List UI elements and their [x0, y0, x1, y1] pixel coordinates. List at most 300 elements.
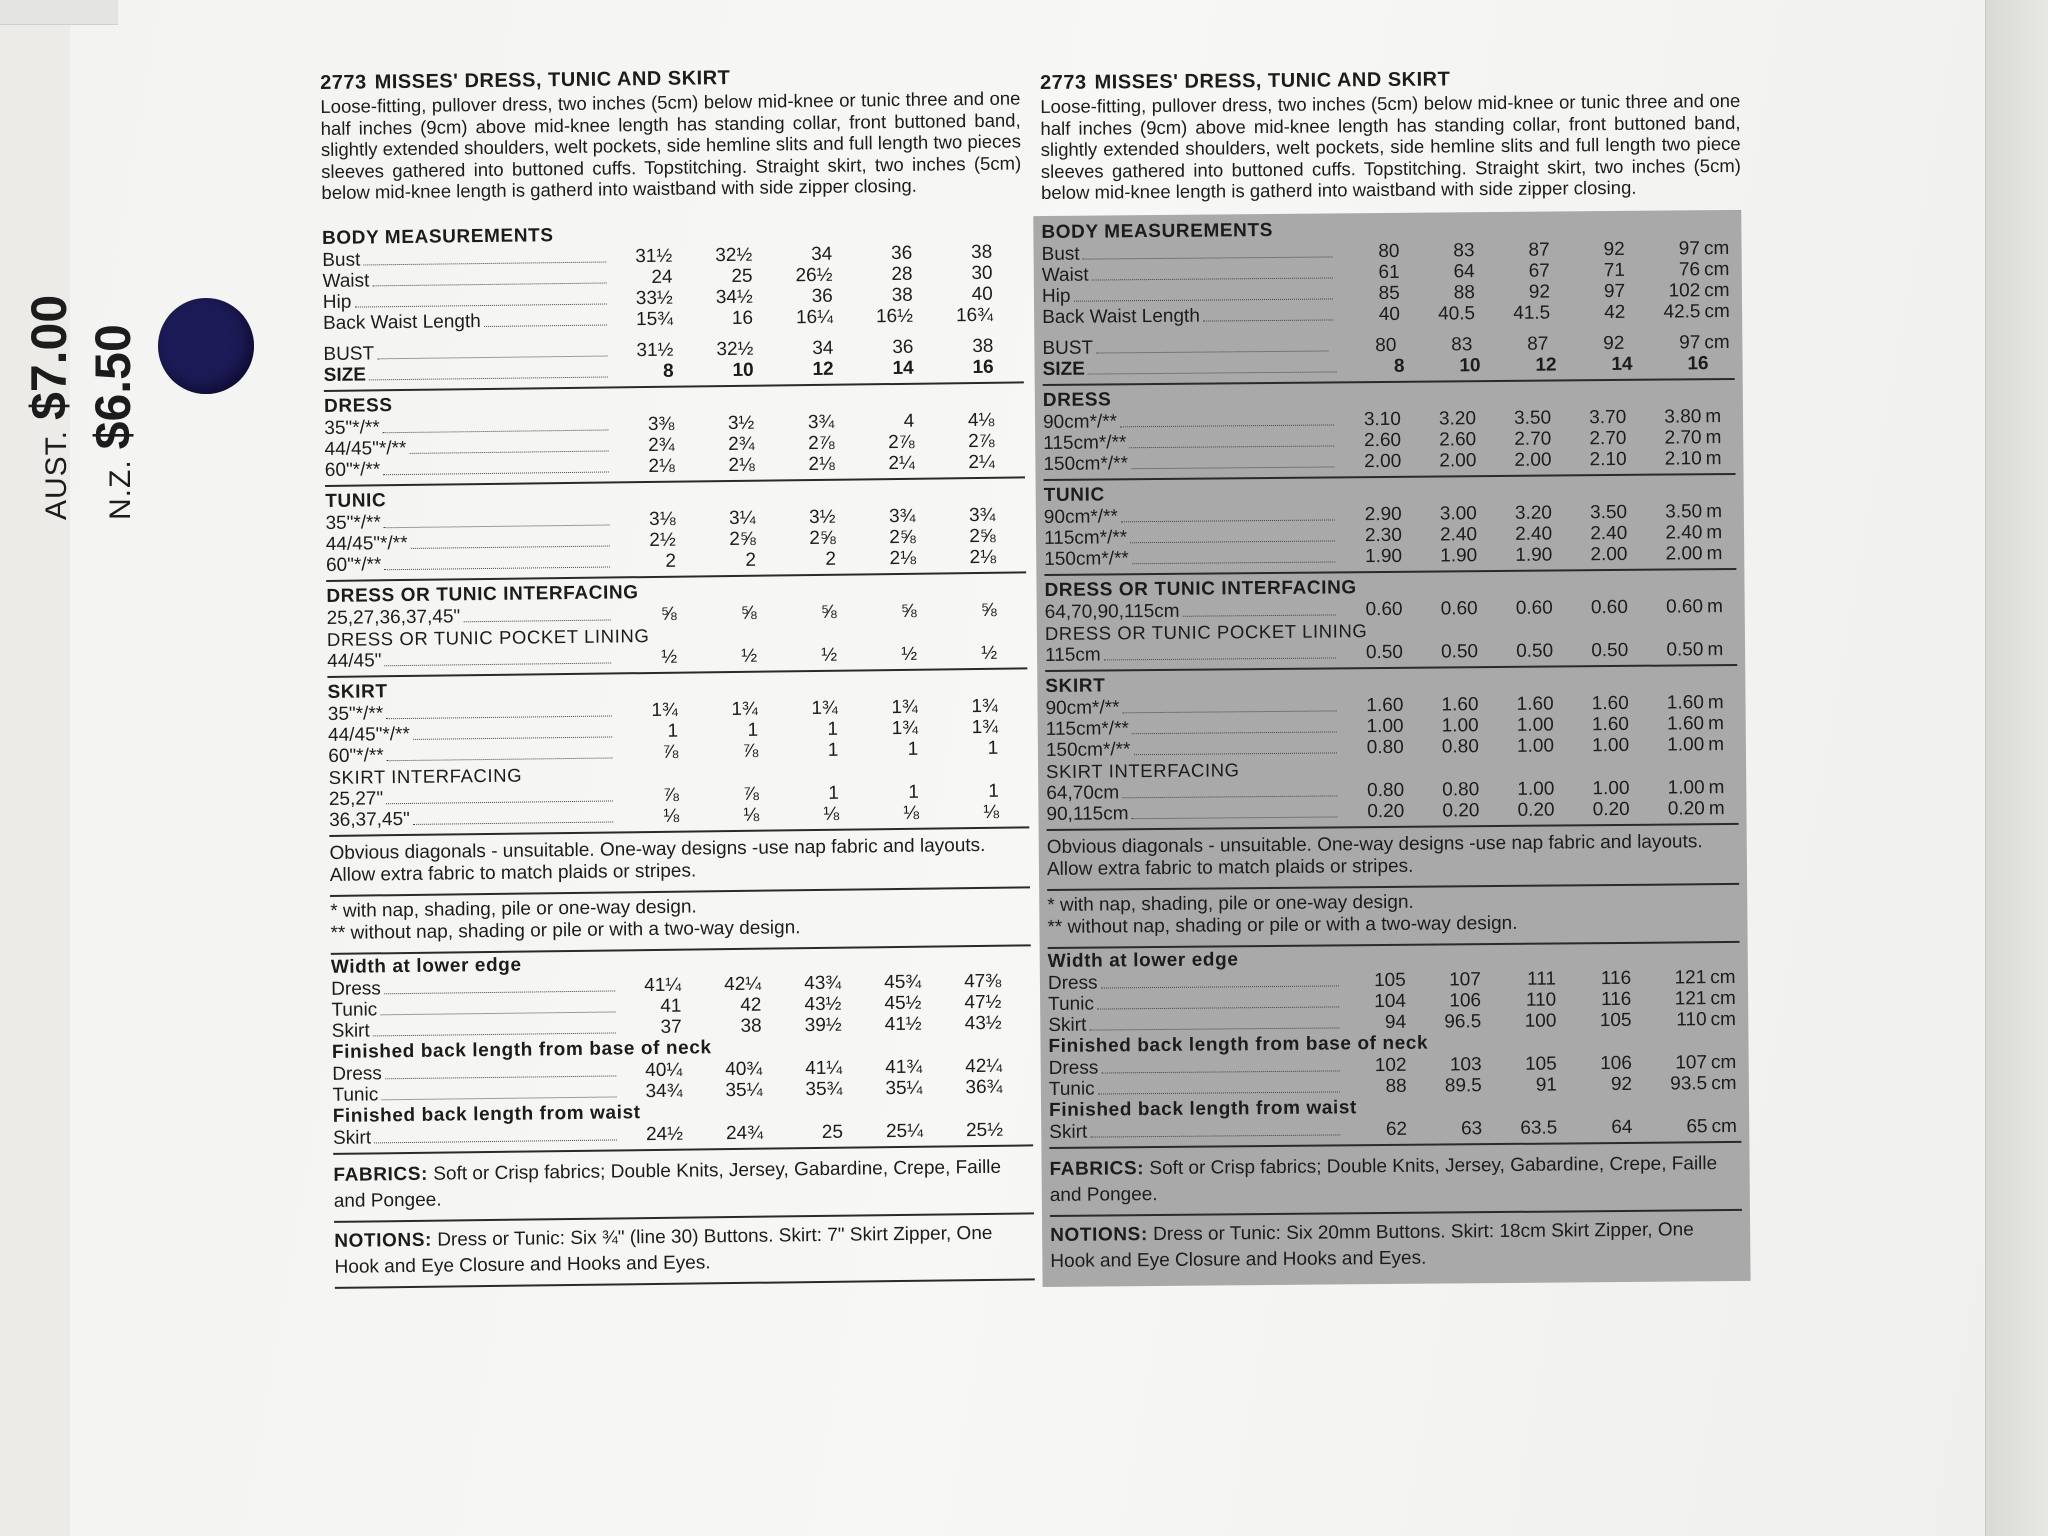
cell-value: 2⅛ — [969, 546, 997, 568]
cell-value: ⅛ — [743, 804, 760, 826]
cell-value: 1¾ — [651, 699, 678, 721]
paper-edge — [1985, 0, 2048, 1536]
cell-value: 3.50 — [1589, 501, 1628, 523]
cell-value: 2.00 — [1590, 543, 1628, 565]
interfacing-section — [1044, 571, 1737, 671]
price-amount: $6.50 — [85, 324, 141, 450]
cell-value: 45¾ — [884, 971, 922, 993]
cell-value: 2.00 — [1665, 542, 1703, 565]
cell-value: 2 — [665, 550, 677, 572]
cell-value: ⅛ — [663, 805, 680, 827]
cell-value: 83 — [1453, 239, 1475, 261]
row-label: 44/45" — [327, 649, 382, 672]
cell-value: 2.00 — [1439, 449, 1477, 472]
cell-value: 14 — [892, 357, 914, 379]
cell-unit: m — [1706, 521, 1723, 543]
cell-value: 63.5 — [1520, 1117, 1558, 1139]
cell-value: 41 — [660, 995, 682, 1017]
cell-value: 63 — [1460, 1117, 1483, 1139]
row-label: Tunic — [331, 998, 378, 1021]
pattern-number: 2773 — [1040, 71, 1087, 94]
cell-value: 62 — [1385, 1118, 1408, 1140]
cell-value: 2 — [825, 548, 837, 570]
cell-value: ½ — [741, 645, 758, 667]
row-label: Skirt — [1048, 1014, 1087, 1036]
cell-value: 1.60 — [1591, 713, 1630, 735]
yardage-rows — [1046, 776, 1738, 824]
cell-value: 0.20 — [1367, 800, 1405, 822]
row-label: Bust — [322, 249, 361, 271]
cell-value: 1 — [907, 738, 919, 760]
section-heading: DRESS OR TUNIC INTERFACING — [326, 581, 639, 607]
yardage-rows — [1044, 500, 1737, 569]
cell-unit: m — [1705, 447, 1722, 469]
cell-value: 111 — [1527, 968, 1557, 990]
cell-value: 0.60 — [1440, 597, 1478, 620]
cell-value: 33½ — [635, 287, 673, 309]
measurement-rows — [1048, 966, 1741, 1035]
cell-unit: m — [1706, 595, 1723, 617]
cell-value: 3½ — [808, 506, 836, 528]
cell-value: 1.90 — [1440, 544, 1478, 567]
cell-value: ½ — [901, 643, 918, 665]
cell-value: 1¾ — [971, 716, 999, 738]
row-label: 90cm*/** — [1045, 696, 1120, 719]
cell-value: 2⅛ — [889, 547, 917, 569]
fabrics-label: FABRICS: — [333, 1163, 429, 1186]
row-label: Dress — [331, 977, 381, 1000]
cell-value: 87 — [1527, 333, 1549, 355]
yardage-rows — [324, 409, 1025, 481]
cell-value: 16¾ — [955, 304, 994, 326]
cell-value: 1.60 — [1666, 712, 1705, 735]
nap-note: ** without nap, shading or pile or with a two-way design. — [1047, 912, 1518, 938]
cell-value: 80 — [1375, 334, 1397, 356]
cell-value: 16 — [1687, 352, 1709, 374]
cell-value: 0.20 — [1592, 798, 1630, 820]
cell-value: 4⅛ — [967, 409, 995, 431]
cell-value: 1.60 — [1591, 692, 1629, 714]
cell-value: 16 — [972, 356, 994, 378]
cell-value: 1.60 — [1666, 691, 1704, 714]
cell-value: 92 — [1603, 332, 1625, 354]
notions-paragraph — [1050, 1210, 1743, 1280]
yardage-rows — [1045, 691, 1738, 760]
cell-value: 41.5 — [1513, 302, 1551, 324]
cell-value: 76 — [1678, 258, 1701, 280]
row-label: Back Waist Length — [1042, 305, 1200, 328]
nap-note: * with nap, shading, pile or one-way design. — [330, 895, 697, 922]
tunic-yardage-section — [325, 480, 1026, 582]
row-label: 25,27" — [328, 787, 384, 810]
cell-value: 25½ — [965, 1119, 1004, 1141]
row-label: 35"*/** — [327, 702, 384, 725]
cell-value: 38 — [891, 284, 913, 306]
cell-value: 88 — [1385, 1075, 1407, 1097]
cell-value: 1.60 — [1366, 694, 1404, 716]
row-label: 90cm*/** — [1043, 505, 1118, 528]
price-block — [20, 294, 260, 520]
interfacing-section — [326, 575, 1027, 678]
finished-measurements-section — [331, 946, 1033, 1155]
cell-value: 16¼ — [795, 306, 834, 328]
cell-value: 2⅛ — [808, 453, 835, 475]
row-label: 44/45"*/** — [327, 723, 410, 746]
cell-value: 2⅞ — [968, 430, 995, 452]
cell-unit: cm — [1703, 237, 1730, 259]
cell-value: 1 — [987, 737, 999, 759]
cell-value: 42 — [1604, 301, 1626, 323]
row-label: Dress — [1048, 1057, 1099, 1079]
cell-value: 40 — [1378, 303, 1401, 325]
cell-value: 4 — [903, 410, 915, 432]
cell-value: 1.00 — [1516, 735, 1555, 757]
section-heading: Finished back length from base of neck — [1048, 1032, 1429, 1057]
cell-value: 110 — [1676, 1008, 1707, 1030]
row-label: 60"*/** — [325, 553, 382, 576]
cell-value: 39½ — [804, 1014, 842, 1036]
cell-value: 106 — [1449, 989, 1482, 1011]
cell-value: 91 — [1535, 1074, 1558, 1096]
section-subheading: SKIRT INTERFACING — [1046, 758, 1240, 782]
row-label: 150cm*/** — [1043, 452, 1129, 475]
cell-value: 0.80 — [1441, 735, 1479, 758]
cell-value: 26½ — [795, 264, 833, 286]
cell-unit: m — [1706, 500, 1723, 522]
section-heading: BODY MEASUREMENTS — [1041, 219, 1274, 243]
cell-value: 107 — [1675, 1051, 1708, 1073]
measurement-rows — [1049, 1051, 1741, 1099]
imperial-column — [320, 63, 1035, 1288]
cell-value: 93.5 — [1670, 1072, 1708, 1095]
diagonals-note: Obvious diagonals - unsuitable. One-way designs -use nap fabric and layouts. Allow extra fabric to match plaids or stripes. — [329, 830, 1030, 897]
cell-value: 104 — [1374, 990, 1407, 1012]
cell-value: 0.60 — [1590, 596, 1628, 618]
cell-value: ⅝ — [820, 601, 837, 623]
cell-value: 3¾ — [888, 505, 916, 527]
cell-value: 1.00 — [1517, 778, 1555, 800]
cell-value: 15¾ — [635, 308, 674, 330]
cell-value: 0.50 — [1666, 638, 1704, 661]
cell-value: 1 — [667, 720, 679, 742]
row-label: 64,70,90,115cm — [1044, 600, 1180, 623]
price-amount: $7.00 — [21, 294, 77, 420]
nap-notes — [330, 888, 1031, 955]
fabrics-text: Soft or Crisp fabrics; Double Knits, Jersey, Gabardine, Crepe, Faille and Pongee. — [333, 1156, 1002, 1212]
section-subheading: SKIRT INTERFACING — [328, 764, 523, 788]
cell-value: 36¾ — [965, 1076, 1003, 1098]
cell-value: 67 — [1528, 260, 1550, 282]
row-label: Tunic — [1048, 1078, 1095, 1100]
row-label: 25,27,36,37,45" — [326, 605, 461, 629]
row-label: 60"*/** — [328, 744, 384, 767]
row-label: 60"*/** — [324, 458, 381, 481]
cell-value: 35¾ — [805, 1078, 843, 1100]
cell-value: 3½ — [727, 412, 755, 434]
cell-value: 105 — [1373, 969, 1406, 991]
row-label: Dress — [1047, 972, 1098, 994]
cell-value: 87 — [1528, 239, 1550, 261]
row-label: 64,70cm — [1046, 781, 1120, 804]
cell-unit: cm — [1710, 1051, 1737, 1073]
cell-value: 42¼ — [965, 1055, 1003, 1077]
cell-value: 64 — [1611, 1116, 1633, 1138]
cell-value: 32½ — [715, 244, 753, 266]
yardage-rows — [328, 695, 1029, 767]
row-label: 90cm*/** — [1042, 410, 1118, 433]
measurement-rows — [331, 970, 1032, 1042]
measurement-rows — [332, 1055, 1032, 1106]
cell-value: ⅞ — [742, 740, 759, 762]
cell-value: 97 — [1679, 331, 1701, 353]
cell-value: 116 — [1600, 988, 1632, 1010]
cell-value: 2.10 — [1589, 448, 1627, 470]
price-australia — [20, 295, 78, 520]
pattern-description: Loose-fitting, pullover dress, two inches (5cm) below mid-knee or tunic three and one half inches (9cm) above mid-knee length has standing collar, front buttoned band, slightly extended shoulders, welt pockets, side hemline slits and full length two pieces sleeves gathered into buttoned cuffs. Topstitching. Straight skirt, two inches (5cm) below mid-knee length is gatherd into waistband with side zipper closing. — [320, 87, 1022, 203]
cell-value: 2.90 — [1364, 503, 1402, 525]
cell-value: 2.40 — [1590, 522, 1628, 544]
cell-value: 25¼ — [885, 1120, 924, 1142]
cell-value: 25 — [731, 265, 753, 287]
cell-unit: cm — [1704, 279, 1730, 301]
cell-value: ⅝ — [980, 599, 997, 621]
cell-value: 2.00 — [1364, 450, 1402, 472]
row-label: Bust — [1041, 243, 1080, 265]
pattern-title — [1040, 66, 1740, 94]
cell-value: 1.00 — [1441, 714, 1479, 737]
cell-value: 10 — [732, 359, 754, 381]
cell-unit: cm — [1711, 1072, 1737, 1094]
cell-value: 92 — [1603, 238, 1625, 260]
section-subheading: DRESS OR TUNIC POCKET LINING — [326, 624, 650, 650]
cell-value: 37 — [660, 1016, 682, 1038]
dress-yardage-section — [1043, 381, 1736, 480]
cell-value: 0.50 — [1365, 641, 1403, 663]
cell-value: ⅝ — [740, 602, 757, 624]
cell-value: 36 — [892, 336, 914, 358]
cell-value: 16½ — [875, 305, 914, 327]
cell-value: 1 — [908, 781, 919, 803]
cell-value: 64 — [1453, 260, 1475, 282]
cell-value: 45½ — [884, 992, 922, 1014]
cell-value: 36 — [811, 285, 833, 307]
cell-unit: cm — [1704, 331, 1730, 353]
nap-notes — [1047, 884, 1739, 948]
row-label: Back Waist Length — [322, 310, 481, 334]
yardage-rows — [329, 780, 1029, 831]
cell-value: 0.80 — [1366, 736, 1404, 758]
measurement-rows — [1041, 237, 1734, 327]
cell-value: 89.5 — [1444, 1074, 1482, 1097]
cell-value: 2½ — [649, 529, 676, 551]
cell-value: 43¾ — [804, 972, 842, 994]
cell-value: 1.00 — [1366, 715, 1404, 737]
cell-value: 24¾ — [725, 1122, 764, 1144]
cell-value: 3⅜ — [647, 413, 675, 435]
cell-value: 2.60 — [1439, 428, 1477, 451]
row-label: Skirt — [332, 1126, 372, 1149]
cell-value: 2⅝ — [889, 526, 916, 548]
cell-value: 2⅝ — [969, 525, 996, 547]
cell-unit: m — [1706, 542, 1723, 564]
metric-column — [1040, 66, 1751, 1287]
cell-value: 12 — [812, 358, 834, 380]
cell-value: 10 — [1459, 354, 1481, 376]
cell-value: 65 — [1686, 1115, 1708, 1137]
cell-value: 1¾ — [971, 695, 998, 717]
cell-value: 1.00 — [1592, 734, 1630, 756]
cell-value: 2.40 — [1439, 523, 1478, 546]
cell-value: 85 — [1378, 282, 1400, 304]
cell-value: 2¼ — [968, 451, 995, 473]
cell-value: 41¾ — [885, 1056, 923, 1078]
row-label: Dress — [332, 1062, 382, 1085]
nap-note: ** without nap, shading or pile or with a two-way design. — [330, 916, 801, 944]
size-values — [1342, 353, 1708, 377]
row-label: 115cm*/** — [1043, 526, 1128, 549]
pattern-number: 2773 — [320, 71, 367, 94]
finished-measurements-section — [1048, 942, 1742, 1148]
cell-value: 3.10 — [1363, 408, 1401, 430]
row-label: Skirt — [331, 1019, 370, 1042]
section-heading: Width at lower edge — [330, 954, 522, 978]
cell-value: ⅛ — [903, 802, 920, 824]
section-heading: BODY MEASUREMENTS — [321, 224, 554, 249]
cell-value: 121 — [1674, 966, 1707, 988]
body-measurements-section — [322, 217, 1024, 392]
pattern-title-text: MISSES' DRESS, TUNIC AND SKIRT — [374, 66, 731, 94]
cell-value: 1.00 — [1667, 733, 1705, 756]
cell-value: 2.40 — [1515, 523, 1553, 545]
cell-value: 32½ — [716, 338, 754, 360]
cell-value: 96.5 — [1444, 1010, 1482, 1033]
section-subheading: DRESS OR TUNIC POCKET LINING — [1044, 619, 1368, 644]
cell-value: 40¾ — [725, 1058, 763, 1080]
cell-value: 102 — [1668, 279, 1701, 302]
cell-value: 38 — [740, 1015, 762, 1037]
cell-value: 103 — [1449, 1053, 1482, 1075]
cell-value: 92 — [1610, 1073, 1633, 1095]
cell-value: ½ — [821, 644, 838, 666]
cell-unit: cm — [1703, 258, 1730, 280]
cell-value: 2.10 — [1664, 447, 1702, 470]
cell-value: 2.70 — [1514, 428, 1552, 450]
cell-value: 88 — [1453, 281, 1475, 303]
cell-value: 1 — [828, 782, 839, 804]
row-label: Waist — [322, 269, 370, 292]
cell-value: ⅞ — [662, 784, 679, 806]
cell-unit: m — [1707, 712, 1724, 734]
cell-value: 1 — [747, 719, 759, 741]
cell-value: 2.60 — [1363, 429, 1402, 451]
cell-value: 36 — [890, 242, 913, 264]
purple-dot-sticker — [158, 298, 254, 394]
cell-value: 1.00 — [1516, 714, 1554, 736]
section-heading: Finished back length from waist — [332, 1101, 641, 1127]
row-label: SIZE — [323, 363, 367, 386]
cell-value: 47⅜ — [964, 970, 1002, 992]
cell-value: 0.60 — [1365, 598, 1403, 620]
cell-value: 14 — [1611, 353, 1633, 375]
cell-value: 2 — [745, 549, 757, 571]
section-heading: Finished back length from waist — [1048, 1096, 1358, 1121]
row-label: 44/45"*/** — [324, 437, 407, 460]
cell-value: 2⅛ — [648, 455, 675, 477]
cell-unit: cm — [1710, 1008, 1737, 1030]
cell-value: 3.00 — [1439, 502, 1477, 525]
row-label: 115cm*/** — [1043, 431, 1127, 454]
cell-value: 28 — [891, 263, 913, 285]
row-label: 115cm*/** — [1045, 717, 1129, 740]
cell-value: 25 — [821, 1121, 844, 1143]
cell-value: 0.20 — [1442, 799, 1480, 822]
yardage-rows — [1043, 405, 1736, 474]
cell-unit: m — [1707, 691, 1724, 713]
cell-value: 2⅝ — [729, 528, 756, 550]
cell-value: 3¾ — [807, 411, 835, 433]
cell-value: 47½ — [964, 991, 1002, 1013]
cell-value: 0.50 — [1516, 640, 1554, 662]
cell-value: 80 — [1378, 240, 1400, 262]
cell-value: 43½ — [964, 1012, 1002, 1034]
skirt-yardage-section — [327, 671, 1029, 837]
pattern-description: Loose-fitting, pullover dress, two inches (5cm) below mid-knee or tunic three and one half inches (9cm) above mid-knee length has standing collar, front buttoned band, slightly extended shoulders, welt pockets, side hemline slits and full length two piece sleeves gathered into buttoned cuffs. Topstitching. Straight skirt, two inches (5cm) below mid-knee length is gatherd into waistband with side zipper closing. — [1040, 89, 1741, 203]
cell-value: 2.30 — [1364, 524, 1402, 546]
cell-value: 106 — [1600, 1052, 1632, 1074]
cell-value: 105 — [1599, 1009, 1632, 1031]
cell-value: 1¾ — [811, 697, 838, 719]
cell-value: 38 — [970, 241, 993, 263]
metric-table-panel — [1033, 209, 1750, 1286]
row-label: Hip — [1041, 285, 1071, 307]
cell-value: 1.90 — [1515, 544, 1553, 566]
cell-unit: cm — [1704, 300, 1730, 322]
section-heading: Finished back length from base of neck — [331, 1036, 712, 1063]
cell-value: 1 — [827, 718, 839, 740]
cell-value: ⅞ — [662, 741, 679, 763]
notions-paragraph — [334, 1214, 1035, 1289]
cell-value: 1.60 — [1441, 693, 1479, 716]
cell-value: 35¼ — [725, 1079, 763, 1101]
cell-value: 2¼ — [888, 452, 915, 474]
cell-value: 2.70 — [1664, 426, 1702, 449]
cell-value: 1.00 — [1667, 776, 1705, 799]
cell-value: 2.40 — [1665, 521, 1703, 544]
cell-value: 34½ — [715, 286, 753, 308]
cell-value: 1¾ — [891, 696, 918, 718]
cell-value: 2¾ — [728, 433, 755, 455]
cell-value: 41¼ — [644, 974, 682, 996]
cell-value: 3⅛ — [648, 508, 676, 530]
price-new-zealand — [84, 324, 142, 520]
cell-value: 2⅞ — [888, 431, 915, 453]
cell-unit: m — [1708, 776, 1725, 798]
row-label: 115cm — [1044, 643, 1101, 666]
cell-value: 43½ — [804, 993, 842, 1015]
cell-value: 40.5 — [1438, 302, 1476, 325]
cell-value: 0.60 — [1515, 597, 1553, 619]
cell-value: 110 — [1525, 989, 1557, 1011]
cell-value: 34 — [810, 243, 833, 265]
cell-value: 3.20 — [1438, 407, 1477, 430]
cell-value: 83 — [1451, 333, 1473, 355]
section-heading: TUNIC — [1043, 483, 1105, 506]
notions-label: NOTIONS: — [334, 1229, 433, 1252]
skirt-yardage-section — [1045, 667, 1738, 830]
cell-value: 40 — [971, 283, 993, 305]
cell-value: 8 — [1393, 355, 1405, 377]
cell-value: 97 — [1603, 280, 1626, 302]
